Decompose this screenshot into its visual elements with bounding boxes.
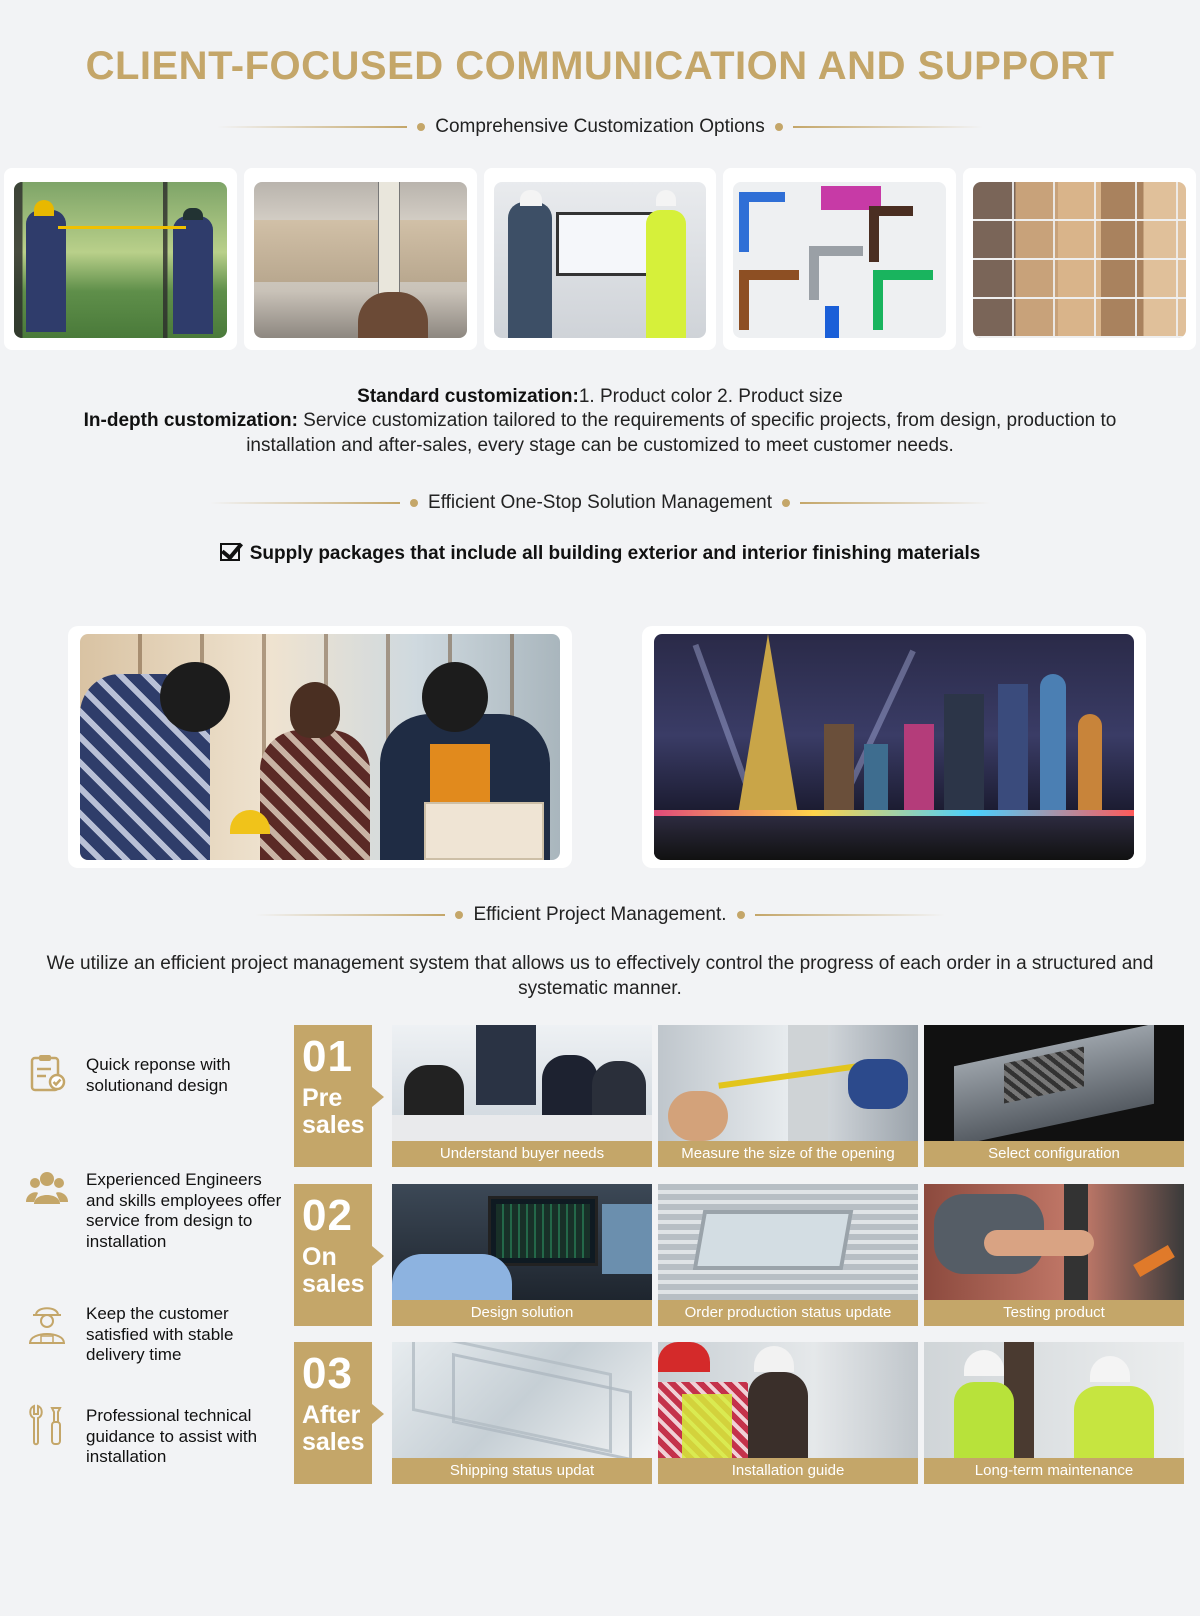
divider-dot (737, 911, 745, 919)
divider-dot (775, 123, 783, 131)
project-intro: We utilize an efficient project management system that allows us to effectively control the progress of each order in a structured and systematic manner. (46, 953, 1154, 999)
feature-text: Experienced Engineers and skills employees offer service from design to installation (86, 1170, 282, 1251)
photo-tape-measure-closeup (254, 182, 467, 338)
photo-wood-grain-samples (973, 182, 1186, 338)
tools-icon (24, 1402, 70, 1448)
indepth-customization-label: In-depth customization: (83, 410, 298, 431)
step-caption: Testing product (924, 1300, 1184, 1326)
stage-label-line-2: sales (302, 1270, 365, 1298)
stage-on-sales (294, 1184, 372, 1326)
page-title: CLIENT-FOCUSED COMMUNICATION AND SUPPORT (85, 44, 1115, 88)
step-tile-shipping-status (392, 1342, 652, 1484)
photo-cad-design (392, 1184, 652, 1300)
photo-card-tape-measure (244, 168, 477, 350)
photo-business-meeting (392, 1025, 652, 1141)
step-caption: Order production status update (658, 1300, 918, 1326)
stage-number: 03 (302, 1349, 353, 1398)
standard-customization-label: Standard customization: (357, 386, 579, 407)
worker-icon (24, 1300, 70, 1346)
step-tile-installation-guide (658, 1342, 918, 1484)
divider-line (793, 126, 983, 128)
standard-customization-text: 1. Product color 2. Product size (578, 386, 843, 407)
indepth-customization-text: Service customization tailored to the requirements of specific projects, from design, production to installation and after-sales, every stage can be customized to meet customer needs. (246, 410, 1117, 456)
customization-photo-strip (4, 168, 1196, 350)
step-tile-long-term-maintenance (924, 1342, 1184, 1484)
stage-label-line-1: Pre (302, 1084, 343, 1112)
photo-wrapped-frames (392, 1342, 652, 1458)
step-caption: Shipping status updat (392, 1458, 652, 1484)
stage-number: 01 (302, 1032, 353, 1081)
checkbox-checked-icon (220, 543, 240, 561)
stage-number: 02 (302, 1191, 353, 1240)
photo-card-profiles (723, 168, 956, 350)
step-caption: Select configuration (924, 1141, 1184, 1167)
step-tile-design-solution (392, 1184, 652, 1326)
feature-text: Quick reponse with solutionand design (86, 1055, 231, 1095)
photo-testing-product (924, 1184, 1184, 1300)
stage-after-sales (294, 1342, 372, 1484)
photo-city-skyline-night (654, 634, 1134, 860)
photo-production-frames (658, 1184, 918, 1300)
step-tile-production-status (658, 1184, 918, 1326)
feature-technical-guidance (24, 1402, 294, 1468)
feature-text: Professional technical guidance to assist with installation (86, 1406, 258, 1466)
photo-card-city-night (642, 626, 1146, 868)
photo-engineers-reviewing-plans (494, 182, 707, 338)
supply-packages-text: Supply packages that include all building exterior and interior finishing materials (249, 543, 981, 564)
step-caption: Understand buyer needs (392, 1141, 652, 1167)
step-tile-select-configuration (924, 1025, 1184, 1167)
divider-line (755, 914, 945, 916)
divider-dot (417, 123, 425, 131)
section-heading-one-stop: Efficient One-Stop Solution Management (428, 492, 772, 513)
photo-profile-cross-section (924, 1025, 1184, 1141)
photo-colored-window-profiles (733, 182, 946, 338)
photo-maintenance-check (924, 1342, 1184, 1458)
photo-card-team-model (68, 626, 572, 868)
step-tile-measure-opening (658, 1025, 918, 1167)
section-divider-one-stop (0, 492, 1200, 514)
clipboard-check-icon (24, 1051, 70, 1097)
divider-line (210, 502, 400, 504)
photo-card-wood-samples (963, 168, 1196, 350)
stage-label-line-1: After (302, 1401, 361, 1429)
photo-workers-measuring-window (14, 182, 227, 338)
feature-quick-response (24, 1051, 294, 1097)
step-caption: Installation guide (658, 1458, 918, 1484)
photo-installation-guide (658, 1342, 918, 1458)
supply-packages-statement (0, 543, 1200, 565)
stage-label-line-1: On (302, 1243, 337, 1271)
divider-line (217, 126, 407, 128)
divider-dot (782, 499, 790, 507)
feature-experienced-engineers (24, 1166, 294, 1252)
stage-label-line-2: sales (302, 1111, 365, 1139)
divider-dot (410, 499, 418, 507)
stage-pre-sales (294, 1025, 372, 1167)
feature-stable-delivery (24, 1300, 294, 1366)
photo-card-engineers-plans (484, 168, 717, 350)
step-tile-testing-product (924, 1184, 1184, 1326)
step-caption: Measure the size of the opening (658, 1141, 918, 1167)
section-divider-customization (0, 116, 1200, 138)
section-heading-customization: Comprehensive Customization Options (435, 116, 765, 137)
divider-line (255, 914, 445, 916)
divider-line (800, 502, 990, 504)
indepth-customization-paragraph (0, 408, 1200, 458)
photo-card-measuring-window (4, 168, 237, 350)
step-caption: Design solution (392, 1300, 652, 1326)
section-heading-project: Efficient Project Management. (473, 904, 727, 925)
photo-team-reviewing-model (80, 634, 560, 860)
divider-dot (455, 911, 463, 919)
section-divider-project (0, 904, 1200, 926)
photo-measuring-opening (658, 1025, 918, 1141)
standard-customization-line (0, 384, 1200, 409)
step-caption: Long-term maintenance (924, 1458, 1184, 1484)
step-tile-understand-needs (392, 1025, 652, 1167)
stage-label-line-2: sales (302, 1428, 365, 1456)
feature-text: Keep the customer satisfied with stable delivery time (86, 1304, 234, 1364)
team-icon (24, 1166, 70, 1212)
